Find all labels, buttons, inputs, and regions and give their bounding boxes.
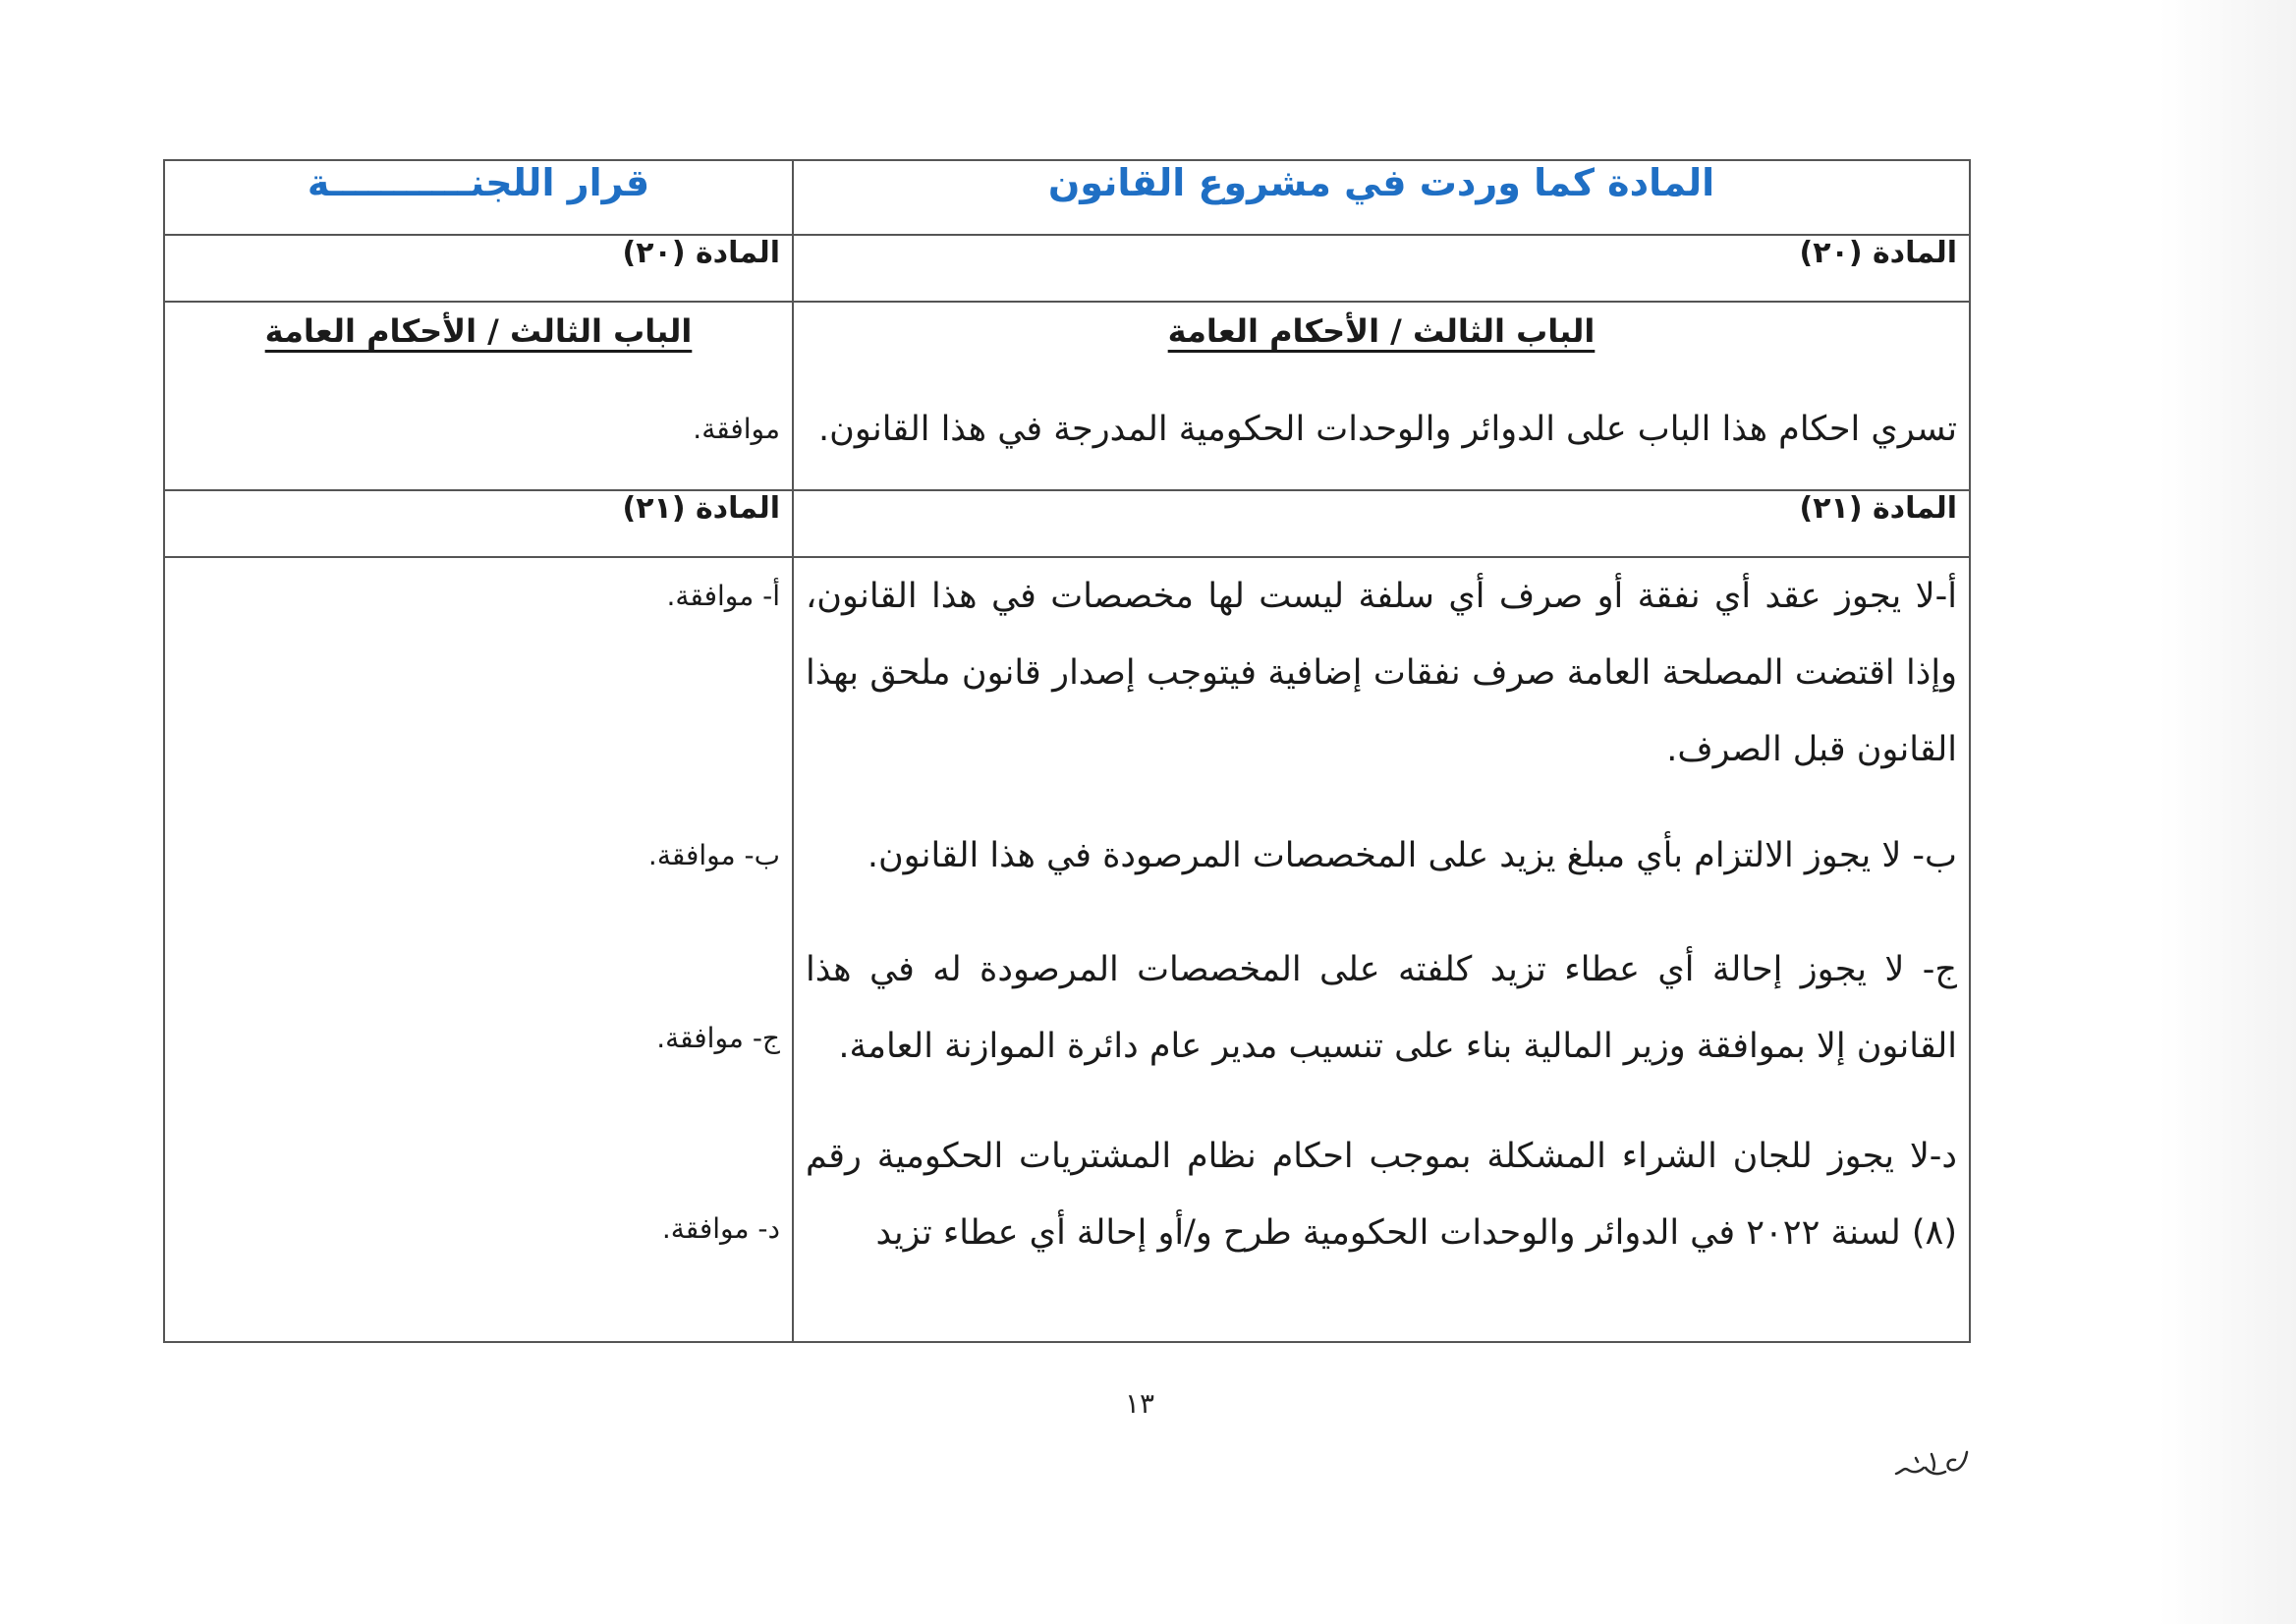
decision-d: د- موافقة. — [661, 1212, 780, 1245]
article-21-content-row — [164, 557, 1970, 1342]
article-20-decision: موافقة. — [693, 413, 780, 445]
chapter-heading-side: الباب الثالث / الأحكام العامة — [264, 312, 693, 350]
comparison-table — [163, 159, 1971, 1343]
header-law-article: المادة كما وردت في مشروع القانون — [793, 160, 1970, 235]
article-20-main-cell — [793, 302, 1970, 490]
article-20-content-row — [164, 302, 1970, 490]
page-number: ١٣ — [1124, 1387, 1155, 1420]
chapter-heading-main: الباب الثالث / الأحكام العامة — [1167, 312, 1596, 350]
article-21-para-d: د-لا يجوز للجان الشراء المشكلة بموجب احكام نظام المشتريات الحكومية رقم (٨) لسنة ٢٠٢٢ في الدوائر والوحدات الحكومية طرح و/أو إحالة أي عطاء تزيد — [806, 1137, 1957, 1253]
article-21-label-side: المادة (٢١) — [164, 490, 793, 557]
article-20-text: تسري احكام هذا الباب على الدوائر والوحدات الحكومية المدرجة في هذا القانون. — [818, 410, 1957, 449]
decision-c: ج- موافقة. — [656, 1022, 780, 1054]
article-21-main-cell — [793, 557, 1970, 1342]
header-committee-decision: قرار اللجنـــــــــــة — [164, 160, 793, 235]
article-21-side-cell — [164, 557, 793, 1342]
article-20-side-cell — [164, 302, 793, 490]
handwritten-signature — [1886, 1442, 1975, 1485]
article-20-label-side: المادة (٢٠) — [164, 235, 793, 302]
article-21-para-a: أ-لا يجوز عقد أي نفقة أو صرف أي سلفة ليست لها مخصصات في هذا القانون، وإذا اقتضت المصلحة العامة صرف نفقات إضافية فيتوجب إصدار قانون ملحق بهذا القانون قبل الصرف. — [806, 577, 1957, 769]
article-20-label-main: المادة (٢٠) — [793, 235, 1970, 302]
scan-edge-shadow — [2158, 0, 2296, 1624]
table-header-row — [164, 160, 1970, 235]
decision-b: ب- موافقة. — [647, 839, 780, 871]
decision-a: أ- موافقة. — [666, 580, 780, 612]
article-21-label-main: المادة (٢١) — [793, 490, 1970, 557]
article-21-label-row — [164, 490, 1970, 557]
article-20-label-row — [164, 235, 1970, 302]
article-21-para-c: ج- لا يجوز إحالة أي عطاء تزيد كلفته على المخصصات المرصودة له في هذا القانون إلا بموافقة وزير المالية بناء على تنسيب مدير عام دائرة الموازنة العامة. — [806, 950, 1957, 1066]
article-21-para-b: ب- لا يجوز الالتزام بأي مبلغ يزيد على المخصصات المرصودة في هذا القانون. — [867, 836, 1957, 875]
